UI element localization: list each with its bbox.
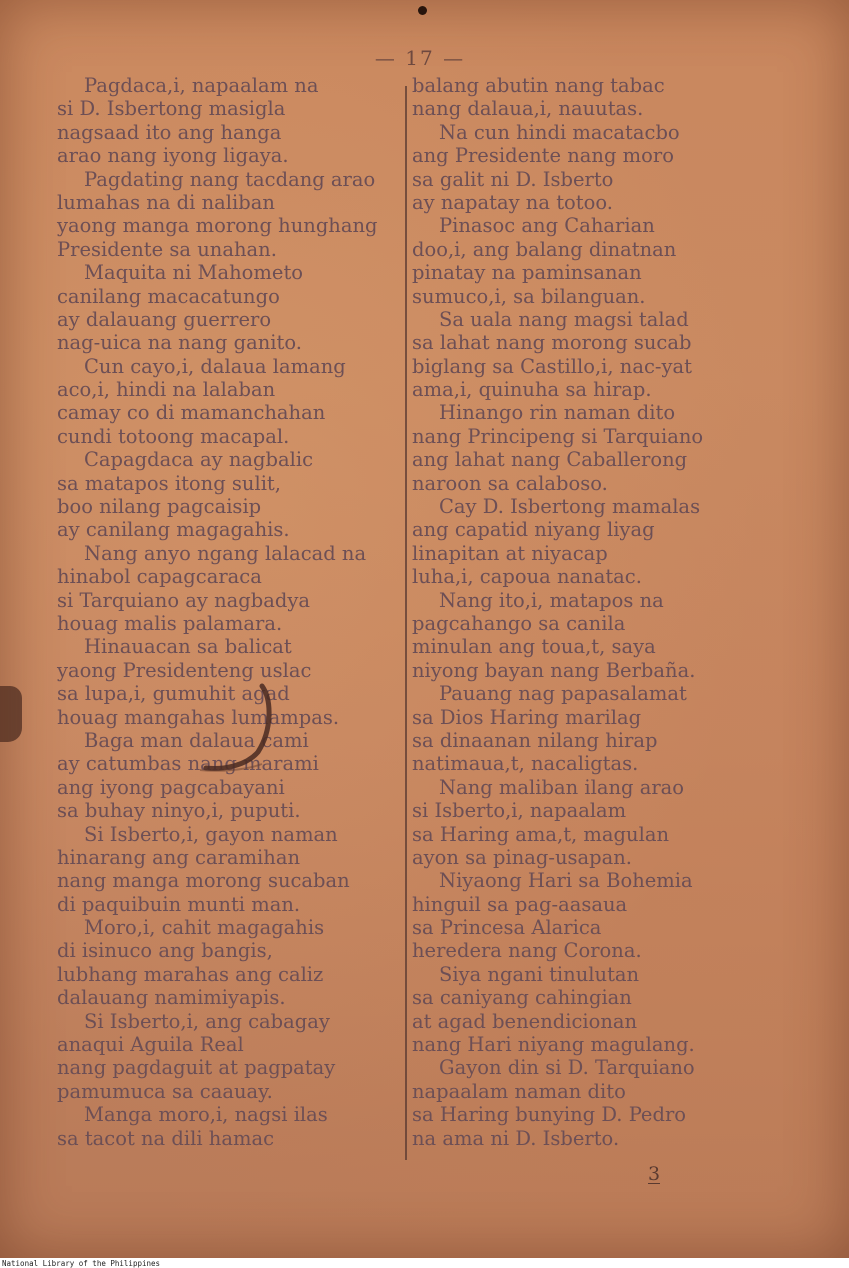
verse-line: pinatay na paminsanan xyxy=(412,261,642,285)
verse-line: Maquita ni Mahometo xyxy=(84,261,304,285)
verse-line: ama,i, quinuha sa hirap. xyxy=(412,378,652,402)
verse-line: nagsaad ito ang hanga xyxy=(57,120,282,144)
verse-line: nang Principeng si Tarquiano xyxy=(412,424,704,448)
verse-line: ay dalauang guerrero xyxy=(57,307,272,331)
verse-line: nang manga morong sucaban xyxy=(57,869,350,893)
verse-line: Si Isberto,i, gayon naman xyxy=(84,822,338,846)
verse-line: Hinauacan sa balicat xyxy=(84,635,292,659)
verse-line: Manga moro,i, nagsi ilas xyxy=(84,1103,328,1127)
verse-line: Pinasoc ang Caharian xyxy=(439,214,655,238)
verse-line: arao nang iyong ligaya. xyxy=(57,144,289,168)
verse-line: balang abutin nang tabac xyxy=(412,74,665,97)
verse-line: biglang sa Castillo,i, nac-yat xyxy=(412,354,692,378)
verse-line: at agad benendicionan xyxy=(412,1009,638,1033)
verse-line: Sa uala nang magsi talad xyxy=(439,307,689,331)
verse-line: sa matapos itong sulit, xyxy=(57,471,281,495)
verse-line: hinabol capagcaraca xyxy=(57,565,262,589)
verse-line: Pagdaca,i, napaalam na xyxy=(84,74,319,97)
verse-line: niyong bayan nang Berbaña. xyxy=(412,658,696,682)
verse-line: linapitan at niyacap xyxy=(412,541,608,565)
verse-line: nag-uica na nang ganito. xyxy=(57,331,302,355)
verse-line: Hinango rin naman dito xyxy=(439,401,676,425)
verse-line: sa tacot na dili hamac xyxy=(57,1126,274,1150)
verse-line: pagcahango sa canila xyxy=(412,611,626,635)
verse-line: sa galit ni D. Isberto xyxy=(412,167,614,191)
verse-line: ang lahat nang Caballerong xyxy=(412,448,688,472)
verse-line: Baga man dalaua cami xyxy=(84,728,309,752)
verse-line: ay catumbas nang marami xyxy=(57,752,319,776)
verse-line: Niyaong Hari sa Bohemia xyxy=(439,869,693,893)
verse-line: sa Dios Haring marilag xyxy=(412,705,642,729)
verse-line: lumahas na di naliban xyxy=(57,190,275,214)
verse-line: Pauang nag papasalamat xyxy=(439,682,687,706)
verse-line: Presidente sa unahan. xyxy=(57,237,277,261)
verse-line: boo nilang pagcaisip xyxy=(57,495,262,519)
verse-line: ang iyong pagcabayani xyxy=(57,775,285,799)
verse-line: houag malis palamara. xyxy=(57,611,283,635)
verse-line: Na cun hindi macatacbo xyxy=(439,120,680,144)
verse-line: yaong Presidenteng uslac xyxy=(57,658,312,682)
verse-line: sa Haring bunying D. Pedro xyxy=(412,1103,687,1127)
verse-line: ayon sa pinag-usapan. xyxy=(412,845,633,869)
verse-line: lubhang marahas ang caliz xyxy=(57,962,324,986)
verse-line: hinguil sa pag-aasaua xyxy=(412,892,628,916)
verse-line: aco,i, hindi na lalaban xyxy=(57,378,276,402)
verse-line: di paquibuin munti man. xyxy=(57,892,301,916)
verse-line: napaalam naman dito xyxy=(412,1079,626,1103)
signature-mark: 3 xyxy=(648,1163,661,1185)
verse-line: Nang ito,i, matapos na xyxy=(439,588,664,612)
verse-line: Nang maliban ilang arao xyxy=(439,775,685,799)
verse-line: sa lupa,i, gumuhit agad xyxy=(57,682,290,706)
verse-line: Capagdaca ay nagbalic xyxy=(84,448,314,472)
verse-line: anaqui Aguila Real xyxy=(57,1033,244,1057)
verse-line: ang Presidente nang moro xyxy=(412,144,674,168)
verse-line: Cay D. Isbertong mamalas xyxy=(439,495,701,519)
verse-line: na ama ni D. Isberto. xyxy=(412,1126,620,1150)
verse-line: sa caniyang cahingian xyxy=(412,986,632,1010)
verse-line: hinarang ang caramihan xyxy=(57,845,300,869)
verse-line: heredera nang Corona. xyxy=(412,939,642,963)
verse-line: Gayon din si D. Tarquiano xyxy=(439,1056,695,1080)
verse-line: natimaua,t, nacaligtas. xyxy=(412,752,639,776)
verse-line: sa lahat nang morong sucab xyxy=(412,331,692,355)
verse-line: luha,i, capoua nanatac. xyxy=(412,565,642,589)
verse-line: sa Haring ama,t, magulan xyxy=(412,822,670,846)
verse-line: sa Princesa Alarica xyxy=(412,916,602,940)
verse-line: doo,i, ang balang dinatnan xyxy=(412,237,677,261)
verse-line: nang Hari niyang magulang. xyxy=(412,1033,695,1057)
verse-line: Nang anyo ngang lalacad na xyxy=(84,541,367,565)
verse-line: houag mangahas lumampas. xyxy=(57,705,340,729)
verse-line: Pagdating nang tacdang arao xyxy=(84,167,376,191)
verse-line: nang dalaua,i, nauutas. xyxy=(412,97,644,121)
verse-line: yaong manga morong hunghang xyxy=(57,214,378,238)
verse-line: ay canilang magagahis. xyxy=(57,518,290,542)
verse-line: si Tarquiano ay nagbadya xyxy=(57,588,311,612)
verse-line: nang pagdaguit at pagpatay xyxy=(57,1056,336,1080)
verse-line: Moro,i, cahit magagahis xyxy=(84,916,325,940)
verse-line: sa dinaanan nilang hirap xyxy=(412,728,658,752)
verse-line: si Isberto,i, napaalam xyxy=(412,799,627,823)
verse-line: Cun cayo,i, dalaua lamang xyxy=(84,354,346,378)
verse-line: sa buhay ninyo,i, puputi. xyxy=(57,799,301,823)
verse-line: di isinuco ang bangis, xyxy=(57,939,273,963)
library-credit-footer: National Library of the Philippines xyxy=(2,1259,161,1268)
verse-line: ay napatay na totoo. xyxy=(412,190,613,214)
verse-line: canilang macacatungo xyxy=(57,284,280,308)
verse-line: minulan ang toua,t, saya xyxy=(412,635,656,659)
verse-line: ang capatid niyang liyag xyxy=(412,518,655,542)
verse-line: naroon sa calaboso. xyxy=(412,471,608,495)
verse-line: cundi totoong macapal. xyxy=(57,424,290,448)
verse-line: pamumuca sa caauay. xyxy=(57,1079,273,1103)
verse-line: si D. Isbertong masigla xyxy=(57,97,286,121)
verse-line: Si Isberto,i, ang cabagay xyxy=(84,1009,330,1033)
verse-line: dalauang namimiyapis. xyxy=(57,986,286,1010)
verse-line: Siya ngani tinulutan xyxy=(439,962,640,986)
page-number: — 17 — xyxy=(374,46,466,70)
verse-line: sumuco,i, sa bilanguan. xyxy=(412,284,646,308)
verse-line: camay co di mamanchahan xyxy=(57,401,326,425)
